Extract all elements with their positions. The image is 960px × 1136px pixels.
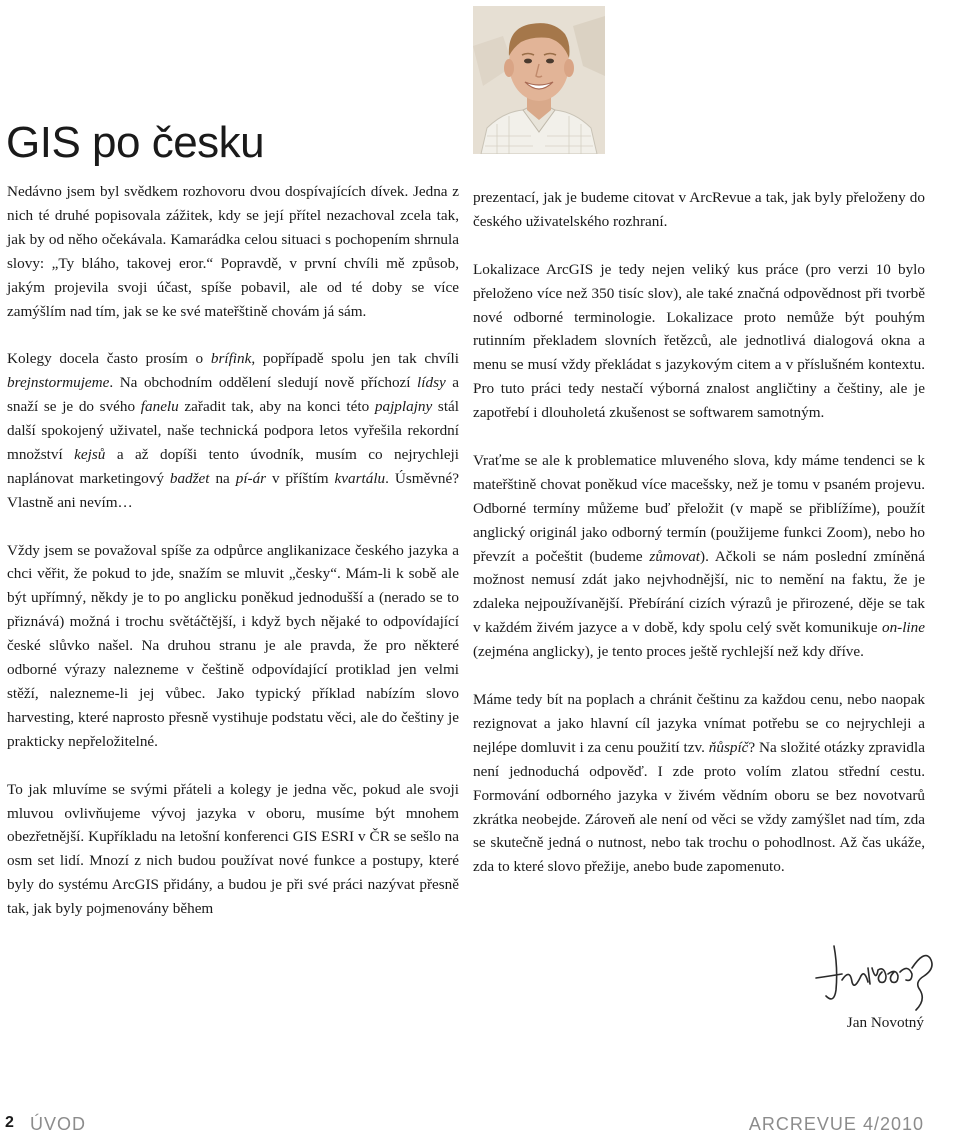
section-name: ÚVOD: [30, 1114, 87, 1134]
magazine-issue: ARCREVUE 4/2010: [748, 1114, 924, 1134]
italic-term: badžet: [169, 469, 210, 487]
page-footer: [0, 1114, 960, 1136]
paragraph: [7, 539, 459, 754]
text-run: Máme tedy bít na poplach a chránit češtinu za každou cenu, nebo naopak rezignovat a jako hlavní cíl jazyka vnímat potřebu se co nejrychleji a nejlépe domluvit i za cenu použití tzv.: [473, 690, 925, 756]
author-portrait-icon: [473, 6, 605, 154]
handwritten-signature-icon: [812, 938, 942, 1016]
paragraph: [473, 688, 925, 879]
text-run: . Úsměvné? Vlastně ani nevím…: [7, 469, 459, 511]
paragraph: [7, 347, 459, 514]
paragraph: [7, 778, 459, 921]
text-run: stál další spokojený uživatel, naše technická podpora letos vyřešila rekordní množství: [7, 398, 460, 463]
text-run: prezentací, jak je budeme citovat v ArcRevue a tak, jak byly přeloženy do českého uživatelského rozhraní.: [473, 189, 925, 230]
text-run: a snaží se je do svého: [7, 374, 459, 416]
author-name: Jan Novotný: [846, 1014, 924, 1031]
article-title: GIS po česku: [6, 118, 265, 167]
italic-term: kejsů: [74, 445, 106, 463]
italic-term: fanelu: [140, 398, 179, 416]
text-run: v příštím: [266, 469, 335, 487]
text-run: ). Ačkoli se nám poslední zmíněná možnost nemusí zdát jako nejvhodnější, nic to nemění na faktu, že je zdaleka nejpoužívanější. Přebírání cizích výrazů je přirozené, děje se tak v každém živém jazyce a v době, kdy spolu celý svět komunikuje: [473, 547, 925, 637]
italic-term: pajplajny: [374, 398, 433, 416]
text-run: . Na obchodním oddělení sledují nově příchozí: [109, 374, 418, 392]
text-run: (zejména anglicky), je tento proces ještě rychlejší než kdy dříve.: [473, 643, 864, 661]
text-run: na: [209, 469, 236, 487]
italic-term: kvartálu: [334, 469, 386, 487]
left-column: [7, 180, 459, 921]
italic-term: lídsy: [417, 374, 446, 392]
italic-term: pí-ár: [235, 469, 267, 487]
text-run: Kolegy docela často prosím o: [7, 350, 211, 368]
text-run: Lokalizace ArcGIS je tedy nejen veliký kus práce (pro verzi 10 bylo přeloženo více než 350 tisíc slov), ale také značná odpovědnost při tvorbě nové odborné terminologie. Lokalizace proto nemůže být pouhým rutinním překladem slovních řetězců, ale jednotlivá dialogová okna a menu se musí vždy překládat s jazykovým citem a v příslušném kontextu. Pro tuto práci tedy nestačí výborná znalost angličtiny a češtiny, ale je zapotřebí i dlouholetá zkušenost se softwarem samotným.: [473, 260, 925, 422]
italic-term: brífink: [210, 350, 252, 368]
paragraph: [473, 258, 925, 425]
paragraph: [473, 449, 925, 664]
italic-term: on-line: [881, 619, 925, 637]
text-run: ? Na složité otázky zpravidla není jednoduchá odpověď. I zde proto volím zlatou střední cestu. Formování odborného jazyka v živém vědním oboru se bez novotvarů zkrátka neobejde. Zároveň ale není od věci se vždy zamýšlet nad tím, zda se skutečně jedná o nutnost, nebo tak trochu o pohodlnost. Až čas ukáže, zda to které slovo přežije, anebo bude zapomenuto.: [473, 738, 925, 876]
text-run: a až dopíši tento úvodník, musím co nejrychleji naplánovat marketingový: [7, 445, 459, 487]
text-run: Vraťme se ale k problematice mluveného slova, kdy máme tendenci se k mateřštině chovat poněkud více macešsky, než je tomu v psaném projevu. Odborné termíny můžeme buď přeložit (v mapě se přiblížíme), použít anglický originál jako odborný termín (použijeme funkci Zoom), nebo ho převzít a počeštit (budeme: [473, 451, 925, 565]
text-run: , popřípadě spolu jen tak chvíli: [251, 350, 459, 368]
text-run: zařadit tak, aby na konci této: [178, 398, 375, 416]
right-column: [473, 186, 925, 879]
text-run: To jak mluvíme se svými přáteli a kolegy je jedna věc, pokud ale svoji mluvou ovlivňujeme vývoj jazyka v oboru, musíme být mnohem obezřetnější. Kupříkladu na letošní konferenci GIS ESRI v ČR se sešlo na osm set lidí. Mnozí z nich budou používat nové funkce a postupy, které byly do systému ArcGIS přidány, a budou je při své práci nazývat přesně tak, jak byly pojmenovány během: [7, 780, 459, 918]
page-number: 2: [5, 1114, 14, 1131]
text-run: Nedávno jsem byl svědkem rozhovoru dvou dospívajících dívek. Jedna z nich té druhé popisovala zážitek, kdy se její přítel nezachoval zcela tak, jak by od něho očekávala. Kamarádka celou situaci s pochopením shrnula slovy: „Ty bláho, takovej eror.“ Popravdě, v první chvíli mě způsob, jakým projevila svoji účast, spíše pobavil, ale od té doby se více zamýšlím nad tím, jak se ke své mateřštině chovám já sám.: [7, 183, 459, 320]
text-run: Vždy jsem se považoval spíše za odpůrce anglikanizace českého jazyka a chci věřit, že pokud to jde, snažím se mluvit „česky“. Mám-li k sobě ale být upřímný, někdy je to po anglicku poněkud jednodušší a (nerado se to přiznává) možná i trochu světáčtější, i když bych nějaké to odpovídající české slůvko našel. Na druhou stranu je ale pravda, že pro některé odborné výrazy nalezneme v češtině odpovídající protiklad jen velmi stěží, nalezneme-li jej vůbec. Jako typický příklad nabízím slovo harvesting, které naprosto přesně vystihuje podstatu věci, ale do češtiny je prakticky nepřeložitelné.: [7, 541, 459, 750]
author-portrait-photo: [473, 6, 605, 154]
paragraph: [473, 186, 925, 234]
italic-term: ňůspíč: [708, 738, 749, 756]
paragraph: [7, 180, 459, 323]
italic-term: zůmovat: [649, 547, 701, 565]
italic-term: brejnstormujeme: [7, 374, 110, 392]
